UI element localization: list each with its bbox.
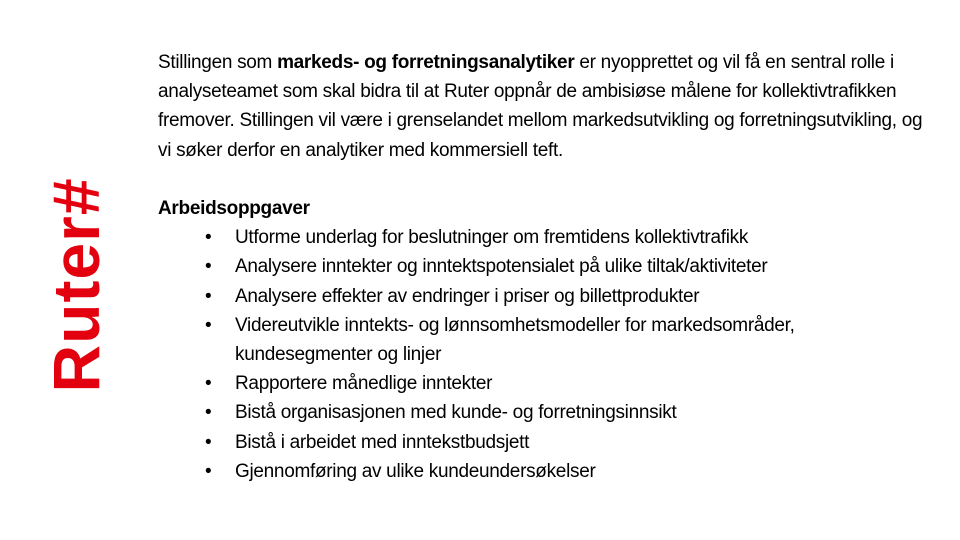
tasks-list <box>158 223 928 486</box>
list-item-text: Bistå organisasjonen med kunde- og forretningsinnsikt <box>235 402 677 424</box>
bullet-icon: • <box>205 314 212 336</box>
list-item <box>158 252 928 281</box>
intro-text-start: Stillingen som <box>158 52 278 73</box>
ruter-logo: Ruter# <box>39 177 113 393</box>
list-item-text: Analysere inntekter og inntektspotensialet på ulike tiltak/aktiviteter <box>235 256 768 278</box>
list-item <box>158 311 928 369</box>
list-item-text: Analysere effekter av endringer i priser og billettprodukter <box>235 285 700 307</box>
bullet-icon: • <box>205 227 212 249</box>
list-item-text: Rapportere månedlige inntekter <box>235 373 493 395</box>
intro-text-rest: er nyopprettet og vil få en sentral rolle i analyseteamet som skal bidra til at Ruter oppnår de ambisiøse målene for kollektivtrafikken fremover. Stillingen vil være i grenselandet mellom markedsutvikling og forretningsutvikling, og vi søker derfor en analytiker med kommersiell teft. <box>158 52 923 161</box>
list-item <box>158 457 928 486</box>
list-item-text: Gjennomføring av ulike kundeundersøkelser <box>235 460 596 482</box>
bullet-icon: • <box>205 256 212 278</box>
list-item <box>158 398 928 427</box>
bullet-icon: • <box>205 373 212 395</box>
bullet-icon: • <box>205 285 212 307</box>
list-item-text: Videreutvikle inntekts- og lønnsomhetsmodeller for markedsområder, kundesegmenter og linjer <box>235 314 795 366</box>
job-title: markeds- og forretningsanalytiker <box>277 52 575 73</box>
job-description <box>158 48 928 486</box>
bullet-icon: • <box>205 402 212 424</box>
list-item-text: Utforme underlag for beslutninger om fremtidens kollektivtrafikk <box>235 227 749 249</box>
list-item <box>158 282 928 311</box>
list-item <box>158 223 928 252</box>
tasks-heading: Arbeidsoppgaver <box>158 198 310 219</box>
bullet-icon: • <box>205 460 212 482</box>
bullet-icon: • <box>205 431 212 453</box>
intro-paragraph <box>158 48 928 165</box>
list-item <box>158 428 928 457</box>
list-item-text: Bistå i arbeidet med inntekstbudsjett <box>235 431 530 453</box>
list-item <box>158 369 928 398</box>
ruter-logo-container <box>40 160 112 410</box>
